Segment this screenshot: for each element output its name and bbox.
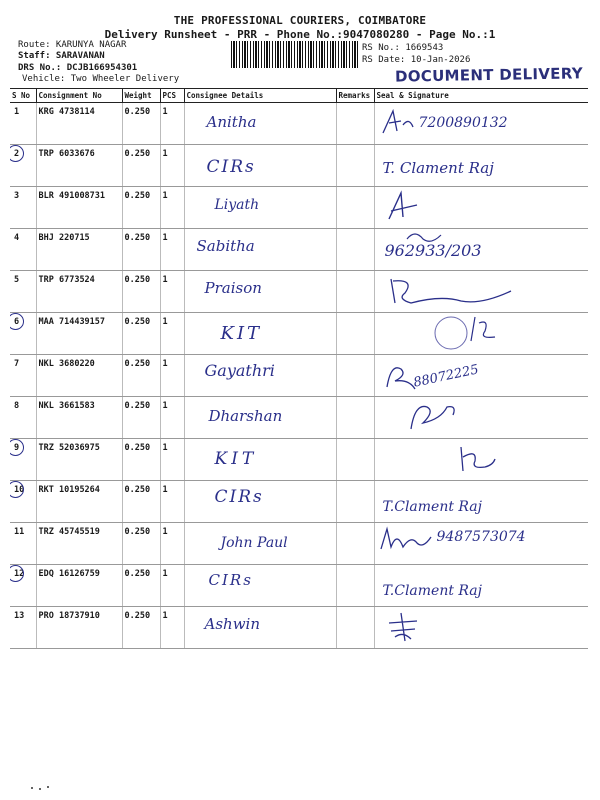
row-sno	[10, 481, 36, 523]
row-sno	[10, 103, 36, 145]
row-pcs: 1	[160, 565, 184, 607]
row-consignment: TRP 6033676	[36, 145, 122, 187]
row-remarks	[336, 565, 374, 607]
vehicle-label: Vehicle: Two Wheeler Delivery	[22, 74, 180, 84]
consignee-handwriting: Anitha	[206, 113, 257, 131]
consignee-signature	[184, 313, 336, 355]
seal-signature	[374, 271, 588, 313]
table-row	[10, 313, 588, 355]
seal-signature	[374, 103, 588, 145]
seal-signature	[374, 145, 588, 187]
consignee-signature	[184, 523, 336, 565]
table-header-row	[10, 89, 588, 103]
sno-value: 13	[14, 611, 25, 621]
consignee-handwriting: Dharshan	[208, 407, 283, 425]
consignee-handwriting: John Paul	[220, 535, 288, 551]
table-row	[10, 229, 588, 271]
row-remarks	[336, 145, 374, 187]
row-consignment: EDQ 16126759	[36, 565, 122, 607]
row-pcs: 1	[160, 187, 184, 229]
row-weight: 0.250	[122, 271, 160, 313]
row-sno	[10, 187, 36, 229]
row-weight: 0.250	[122, 313, 160, 355]
sno-value: 7	[14, 359, 20, 369]
signature-scrawl	[383, 189, 423, 223]
row-consignment: NKL 3680220	[36, 355, 122, 397]
seal-signature	[374, 523, 588, 565]
row-sno	[10, 565, 36, 607]
row-consignment: MAA 714439157	[36, 313, 122, 355]
table-row	[10, 103, 588, 145]
seal-signature	[374, 187, 588, 229]
signature-scrawl	[383, 609, 423, 643]
row-pcs: 1	[160, 313, 184, 355]
row-consignment: TRZ 52036975	[36, 439, 122, 481]
row-pcs: 1	[160, 481, 184, 523]
row-weight: 0.250	[122, 355, 160, 397]
row-pcs: 1	[160, 397, 184, 439]
row-weight: 0.250	[122, 103, 160, 145]
sno-value: 11	[14, 527, 25, 537]
seal-signature	[374, 355, 588, 397]
seal-handwriting: T.Clament Raj	[382, 499, 482, 515]
rs-number: RS No.: 1669543	[362, 43, 444, 53]
row-consignment: PRO 18737910	[36, 607, 122, 649]
consignee-signature	[184, 565, 336, 607]
table-row	[10, 607, 588, 649]
sno-value: 10	[14, 485, 25, 495]
row-pcs: 1	[160, 103, 184, 145]
row-consignment: TRZ 45745519	[36, 523, 122, 565]
table-row	[10, 523, 588, 565]
table-row	[10, 145, 588, 187]
row-sno	[10, 271, 36, 313]
row-sno	[10, 145, 36, 187]
seal-signature	[374, 313, 588, 355]
row-sno	[10, 397, 36, 439]
row-sno	[10, 607, 36, 649]
consignee-signature	[184, 103, 336, 145]
seal-handwriting: 88072225	[411, 362, 480, 391]
circle-mark	[10, 313, 24, 330]
seal-signature	[374, 607, 588, 649]
signature-scrawl	[377, 525, 437, 555]
rs-date: RS Date: 10-Jan-2026	[362, 55, 471, 65]
table-row	[10, 565, 588, 607]
runsheet-table	[10, 88, 588, 649]
sno-value: 6	[14, 317, 20, 327]
row-pcs: 1	[160, 523, 184, 565]
circle-mark	[10, 439, 24, 456]
row-consignment: NKL 3661583	[36, 397, 122, 439]
consignee-handwriting: KIT	[220, 323, 263, 344]
row-consignment: RKT 10195264	[36, 481, 122, 523]
row-weight: 0.250	[122, 439, 160, 481]
sno-value: 9	[14, 443, 20, 453]
col-pcs: PCS	[160, 89, 184, 103]
circle-mark	[10, 481, 24, 498]
signature-scrawl	[385, 273, 525, 307]
row-remarks	[336, 397, 374, 439]
table-row	[10, 397, 588, 439]
consignee-handwriting: Praison	[204, 279, 262, 297]
sno-value: 4	[14, 233, 20, 243]
seal-signature	[374, 439, 588, 481]
document-delivery-stamp: DOCUMENT DELIVERY	[394, 64, 584, 86]
signature-scrawl	[455, 441, 505, 475]
seal-signature	[374, 565, 588, 607]
row-remarks	[336, 103, 374, 145]
row-sno	[10, 229, 36, 271]
seal-handwriting: 9487573074	[436, 529, 526, 545]
seal-handwriting: 962933/203	[384, 241, 482, 260]
circle-mark	[10, 565, 24, 582]
consignee-handwriting: CIRs	[214, 487, 264, 507]
seal-handwriting: T.Clament Raj	[382, 583, 482, 599]
col-consignee: Consignee Details	[184, 89, 336, 103]
row-pcs: 1	[160, 439, 184, 481]
sno-value: 5	[14, 275, 20, 285]
row-pcs: 1	[160, 355, 184, 397]
seal-signature	[374, 481, 588, 523]
sno-value: 12	[14, 569, 25, 579]
row-pcs: 1	[160, 145, 184, 187]
consignee-handwriting: Gayathri	[204, 361, 275, 380]
seal-signature	[374, 397, 588, 439]
table-row	[10, 187, 588, 229]
company-name: THE PROFESSIONAL COURIERS, COIMBATORE	[173, 14, 427, 27]
barcode	[231, 41, 359, 68]
row-weight: 0.250	[122, 187, 160, 229]
consignee-signature	[184, 607, 336, 649]
row-sno	[10, 523, 36, 565]
row-remarks	[336, 271, 374, 313]
row-consignment: BHJ 220715	[36, 229, 122, 271]
col-remarks: Remarks	[336, 89, 374, 103]
row-remarks	[336, 523, 374, 565]
row-consignment: KRG 4738114	[36, 103, 122, 145]
scan-specks	[28, 780, 68, 794]
consignee-signature	[184, 271, 336, 313]
row-remarks	[336, 229, 374, 271]
row-weight: 0.250	[122, 523, 160, 565]
row-weight: 0.250	[122, 397, 160, 439]
table-row	[10, 355, 588, 397]
signature-scrawl	[379, 105, 419, 139]
col-sno: S No	[10, 89, 36, 103]
route-label: Route: KARUNYA NAGAR	[18, 40, 127, 50]
col-weight: Weight	[122, 89, 160, 103]
table-row	[10, 481, 588, 523]
row-weight: 0.250	[122, 607, 160, 649]
consignee-handwriting: CIRs	[208, 571, 253, 589]
sno-value: 3	[14, 191, 20, 201]
row-remarks	[336, 187, 374, 229]
row-consignment: BLR 491008731	[36, 187, 122, 229]
seal-signature	[374, 229, 588, 271]
row-pcs: 1	[160, 271, 184, 313]
consignee-handwriting: Ashwin	[204, 615, 260, 633]
row-remarks	[336, 439, 374, 481]
row-remarks	[336, 355, 374, 397]
circle-mark	[10, 145, 24, 162]
seal-handwriting: 7200890132	[418, 115, 508, 131]
consignee-signature	[184, 145, 336, 187]
row-pcs: 1	[160, 229, 184, 271]
row-sno	[10, 355, 36, 397]
runsheet-title: Delivery Runsheet - PRR - Phone No.:9047080280 - Page No.:1	[104, 28, 496, 41]
sno-value: 1	[14, 107, 20, 117]
col-seal: Seal & Signature	[374, 89, 588, 103]
consignee-signature	[184, 481, 336, 523]
col-consignment: Consignment No	[36, 89, 122, 103]
consignee-signature	[184, 229, 336, 271]
table-row	[10, 271, 588, 313]
row-weight: 0.250	[122, 481, 160, 523]
table-row	[10, 439, 588, 481]
consignee-handwriting: CIRs	[206, 157, 256, 177]
row-remarks	[336, 313, 374, 355]
row-remarks	[336, 607, 374, 649]
signature-scrawl	[395, 313, 515, 351]
sno-value: 2	[14, 149, 20, 159]
consignee-signature	[184, 439, 336, 481]
staff-label: Staff: SARAVANAN	[18, 51, 105, 61]
consignee-handwriting: KIT	[214, 449, 258, 469]
consignee-signature	[184, 187, 336, 229]
row-remarks	[336, 481, 374, 523]
sno-value: 8	[14, 401, 20, 411]
seal-handwriting: T. Clament Raj	[382, 159, 494, 177]
row-pcs: 1	[160, 607, 184, 649]
signature-scrawl	[405, 399, 505, 435]
consignee-handwriting: Sabitha	[196, 237, 255, 255]
consignee-handwriting: Liyath	[214, 197, 260, 213]
consignee-signature	[184, 355, 336, 397]
row-weight: 0.250	[122, 229, 160, 271]
row-weight: 0.250	[122, 145, 160, 187]
row-weight: 0.250	[122, 565, 160, 607]
row-sno	[10, 439, 36, 481]
consignee-signature	[184, 397, 336, 439]
row-consignment: TRP 6773524	[36, 271, 122, 313]
row-sno	[10, 313, 36, 355]
drs-number: DRS No.: DCJB166954301	[18, 63, 138, 73]
